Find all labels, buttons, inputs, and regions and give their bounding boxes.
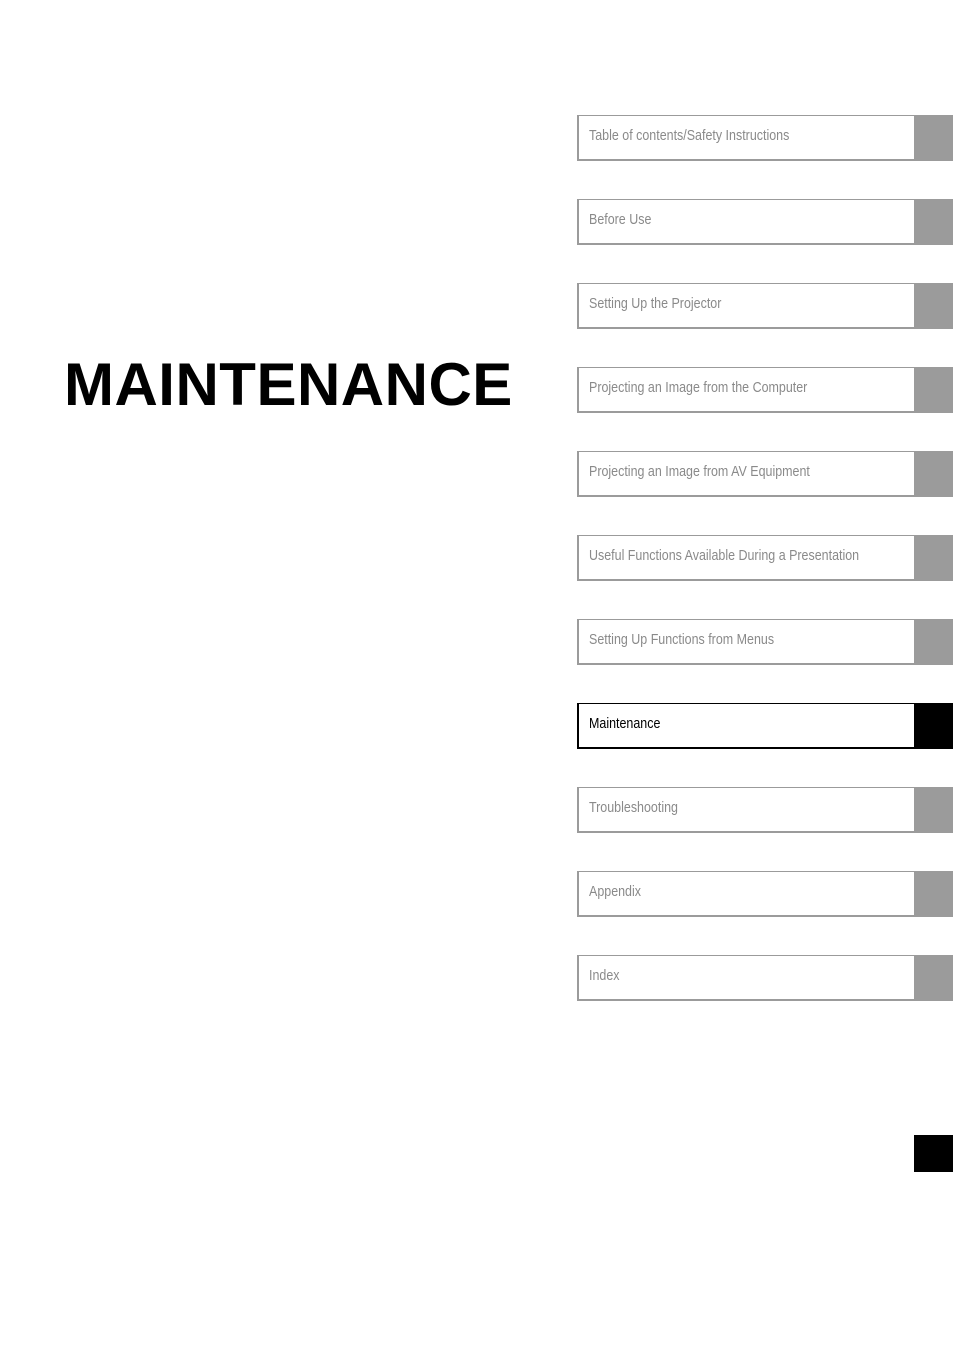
tab-frame (577, 619, 914, 665)
section-corner-marker (914, 1135, 953, 1172)
tab-table-of-contents[interactable] (577, 115, 953, 161)
tab-frame (577, 871, 914, 917)
tab-appendix[interactable] (577, 871, 953, 917)
tab-marker (914, 787, 953, 833)
chapter-tab-list (577, 115, 953, 1039)
tab-maintenance[interactable] (577, 703, 953, 749)
tab-label: Before Use (589, 212, 652, 228)
tab-marker (914, 451, 953, 497)
tab-label: Projecting an Image from AV Equipment (589, 464, 810, 480)
tab-setting-up-projector[interactable] (577, 283, 953, 329)
tab-marker (914, 367, 953, 413)
tab-marker (914, 703, 953, 749)
tab-frame (577, 535, 914, 581)
tab-label: Troubleshooting (589, 800, 678, 816)
tab-marker (914, 955, 953, 1001)
tab-marker (914, 535, 953, 581)
tab-label: Appendix (589, 884, 642, 900)
tab-label: Projecting an Image from the Computer (589, 380, 808, 396)
tab-frame (577, 451, 914, 497)
tab-frame (577, 703, 914, 749)
tab-label: Setting Up Functions from Menus (589, 632, 775, 648)
tab-troubleshooting[interactable] (577, 787, 953, 833)
tab-marker (914, 115, 953, 161)
tab-index[interactable] (577, 955, 953, 1001)
tab-marker (914, 619, 953, 665)
tab-label: Table of contents/Safety Instructions (589, 128, 790, 144)
tab-before-use[interactable] (577, 199, 953, 245)
tab-frame (577, 367, 914, 413)
tab-frame (577, 115, 914, 161)
tab-useful-functions[interactable] (577, 535, 953, 581)
tab-frame (577, 787, 914, 833)
tab-frame (577, 283, 914, 329)
tab-label: Index (589, 968, 620, 984)
tab-label: Setting Up the Projector (589, 296, 722, 312)
tab-projecting-from-av[interactable] (577, 451, 953, 497)
page-title: MAINTENANCE (64, 351, 513, 418)
tab-marker (914, 283, 953, 329)
tab-label: Maintenance (589, 716, 661, 732)
tab-label: Useful Functions Available During a Presentation (589, 548, 860, 564)
tab-projecting-from-computer[interactable] (577, 367, 953, 413)
tab-functions-from-menus[interactable] (577, 619, 953, 665)
tab-marker (914, 199, 953, 245)
tab-frame (577, 955, 914, 1001)
tab-marker (914, 871, 953, 917)
tab-frame (577, 199, 914, 245)
